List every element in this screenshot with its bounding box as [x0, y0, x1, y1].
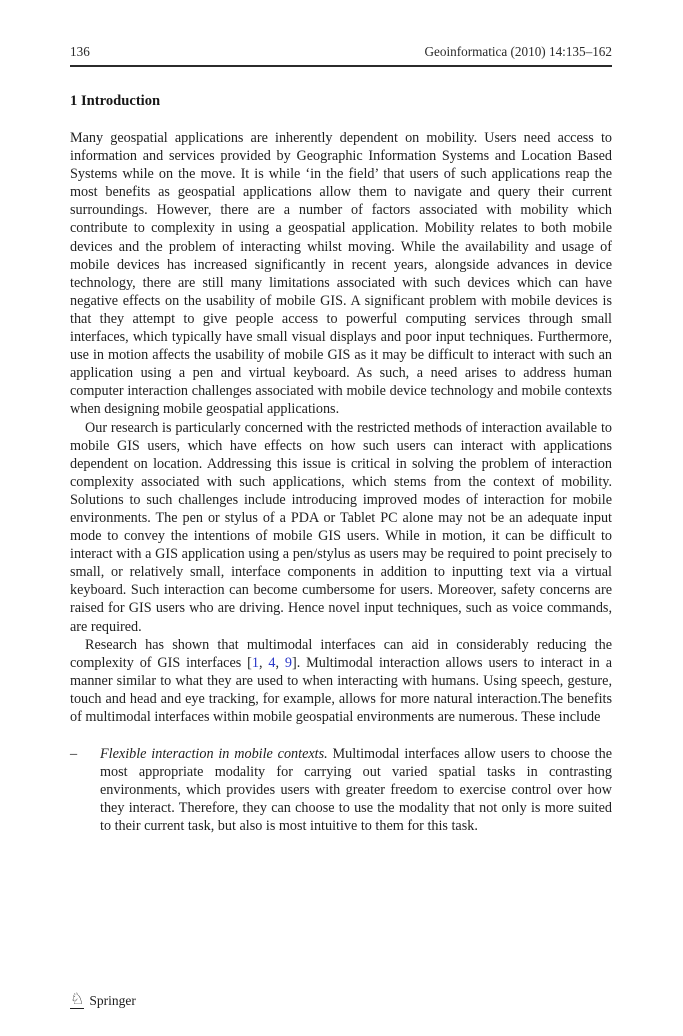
paragraph-3-text-before: Research has shown that multimodal interfaces can aid in considerably reducing the complexity of GIS interfaces [: [70, 636, 612, 671]
list-dash-marker: –: [70, 746, 78, 763]
springer-knight-icon: ♘: [70, 991, 85, 1008]
benefits-list: [70, 745, 612, 835]
list-item: [70, 745, 612, 835]
list-item-lead-italic: Flexible interaction in mobile contexts.: [100, 746, 328, 763]
article-body: [70, 129, 612, 726]
page-header: [70, 44, 612, 65]
citation-link-9[interactable]: 9: [284, 654, 292, 671]
citation-separator-1: ,: [258, 654, 269, 671]
publisher-name: Springer: [89, 993, 136, 1008]
journal-reference: Geoinformatica (2010) 14:135–162: [424, 44, 612, 59]
section-heading: 1 Introduction: [70, 93, 161, 109]
paragraph-3-text-after: ]. Multimodal interaction allows users to interact in a manner similar to what they are used to when interacting with humans. Using speech, gesture, touch and head and eye tracking, for example, allows for more natural interaction.The benefits of multimodal interfaces within mobile geospatial environments are numerous. These include: [70, 654, 612, 725]
paragraph-1: Many geospatial applications are inherently dependent on mobility. Users need access to information and services provided by Geographic Information Systems and Location Based Systems while on the move. It is while ‘in the field’ that users of such applications reap the most benefits as geospatial applications allow them to navigate and query their current surroundings. However, there are a number of factors associated with mobility which contribute to complexity in using a geospatial application. Mobility relates to both mobile devices and the problem of interacting whilst moving. While the availability and usage of mobile devices has increased significantly in recent years, alongside advances in device technology, there are still many limitations associated with such devices which can have negative effects on the usability of mobile GIS. A significant problem with mobile devices is that they attempt to give people access to powerful computing services through small interfaces, which typically have small visual displays and poor input techniques. Furthermore, use in motion affects the usability of mobile GIS as it may be difficult to interact with such an application using a pen and virtual keyboard. As such, a need arises to address human computer interaction challenges associated with mobile device technology and mobile contexts when designing mobile geospatial applications.: [70, 130, 612, 418]
page-footer: [70, 993, 136, 1009]
list-item-body: [100, 745, 612, 835]
citation-link-4[interactable]: 4: [268, 654, 276, 671]
paragraph-2: Our research is particularly concerned with the restricted methods of interaction available to mobile GIS users, which have effects on how such users can interact with applications dependent on location. Addressing this issue is critical in solving the problem of interaction complexity associated with such applications, which stems from the context of mobility. Solutions to such challenges include introducing improved modes of interaction for mobile environments. The pen or stylus of a PDA or Tablet PC alone may not be an adequate input mode to convey the intentions of mobile GIS users. While in motion, it can be difficult to interact with a GIS application using a pen/stylus as users may be required to point precisely to small, or relatively small, interface components in addition to inputting text via a virtual keyboard. Such interaction can become cumbersome for users. Moreover, safety concerns are raised for GIS users who are driving. Hence novel input techniques, such as voice commands, are required.: [70, 419, 612, 635]
page-number: 136: [70, 44, 90, 59]
citation-separator-2: ,: [275, 654, 285, 671]
citation-link-1[interactable]: 1: [251, 654, 259, 671]
header-rule: [70, 65, 612, 67]
paragraph-3: [70, 636, 612, 726]
list-item-text: Multimodal interfaces allow users to choose the most appropriate modality for carrying out varied spatial tasks in contrasting environments, which provides users with greater freedom to exercise control over how they interact. Therefore, they can choose to use the modality that not only is more suited to their current task, but also is most intuitive to them for this task.: [100, 746, 612, 835]
